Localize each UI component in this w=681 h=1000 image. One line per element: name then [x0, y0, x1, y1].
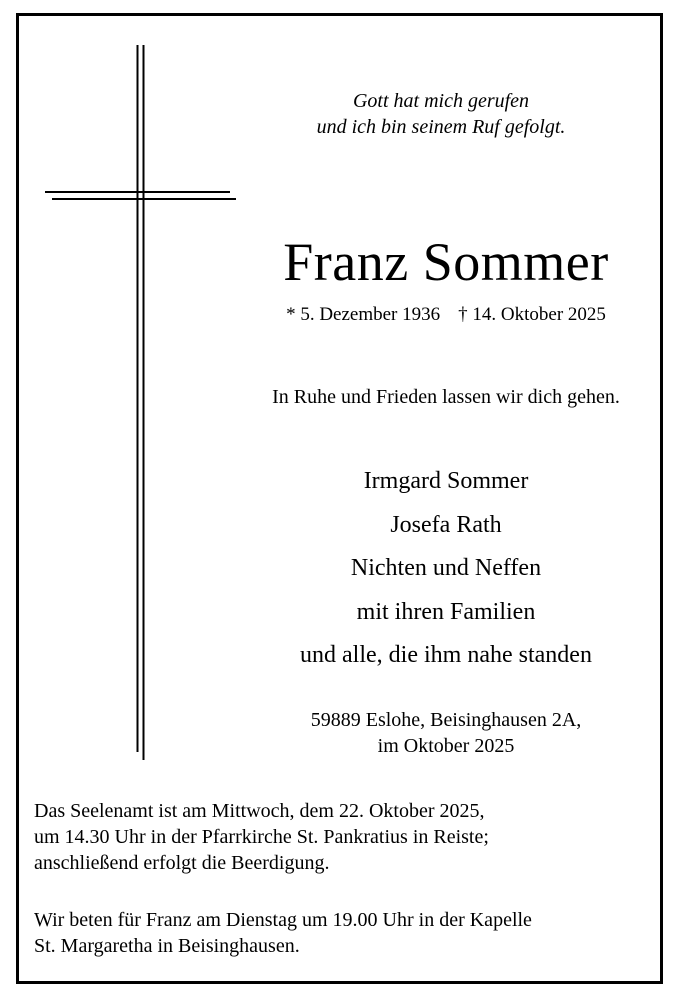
motto-line-2: und ich bin seinem Ruf gefolgt. [316, 116, 566, 138]
service-info-line: Das Seelenamt ist am Mittwoch, dem 22. Oktober 2025, [34, 800, 485, 822]
motto-line-1: Gott hat mich gerufen [352, 90, 530, 112]
address-line-1: 59889 Eslohe, Beisinghausen 2A, [310, 709, 582, 731]
service-info-line: um 14.30 Uhr in der Pfarrkirche St. Pankratius in Reiste; [34, 826, 489, 848]
farewell-verse: In Ruhe und Frieden lassen wir dich gehen. [272, 386, 620, 408]
mourner-item: Josefa Rath [390, 511, 502, 538]
service-info-line: anschließend erfolgt die Beerdigung. [34, 852, 330, 874]
mourner-item: Irmgard Sommer [363, 468, 529, 494]
deceased-name: Franz Sommer [283, 232, 609, 292]
mourners-list [241, 460, 651, 678]
prayer-info-line: Wir beten für Franz am Dienstag um 19.00 Uhr in der Kapelle [34, 909, 532, 931]
mourner-item: mit ihren Familien [356, 598, 536, 625]
address-line-2: im Oktober 2025 [377, 735, 515, 757]
mourner-item: und alle, die ihm nahe standen [300, 642, 592, 668]
life-dates [241, 303, 651, 327]
mourner-item: Nichten und Neffen [350, 555, 542, 581]
birth-date: * 5. Dezember 1936 [286, 304, 441, 325]
death-date: † 14. Oktober 2025 [458, 304, 606, 325]
prayer-info-line: St. Margaretha in Beisinghausen. [34, 935, 300, 957]
service-info [34, 798, 654, 876]
prayer-info [34, 907, 654, 959]
motto [241, 88, 641, 140]
address-block [241, 707, 651, 759]
